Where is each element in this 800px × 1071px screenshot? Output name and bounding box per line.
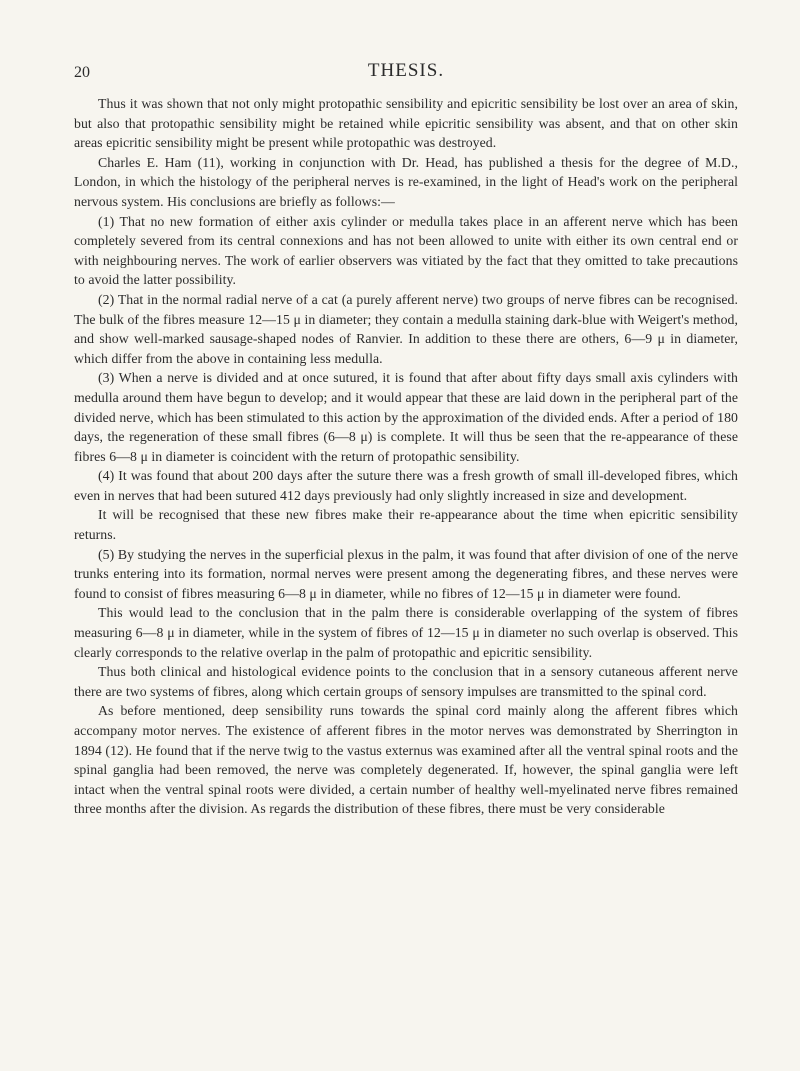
- paragraph: (2) That in the normal radial nerve of a cat (a purely afferent nerve) two groups of nerve fibres can be recognised. The bulk of the fibres measure 12—15 μ in diameter; they contain a medulla staining dark-blue with Weigert's method, and show well-marked sausage-shaped nodes of Ranvier. In addition to these there are others, 6—9 μ in diameter, which differ from the above in containing less medulla.: [74, 291, 738, 366]
- paragraph: Thus it was shown that not only might protopathic sensibility and epicritic sensibility be lost over an area of skin, but also that protopathic sensibility might be retained while epicritic sensibility was absent, and that on other skin areas epicritic sensibility might be present while protopathic was destroyed.: [74, 96, 738, 151]
- page-header: [74, 60, 738, 94]
- paragraph: It will be recognised that these new fibres make their re-appearance about the time when epicritic sensibility returns.: [74, 507, 738, 543]
- paragraph: (1) That no new formation of either axis cylinder or medulla takes place in an afferent nerve which has been completely severed from its central connexions and has not been allowed to unite with either its own central end or with neighbouring nerves. The work of earlier observers was vitiated by the fact that they omitted to take precautions to avoid the latter possibility.: [74, 213, 738, 288]
- paragraph: Charles E. Ham (11), working in conjunction with Dr. Head, has published a thesis for the degree of M.D., London, in which the histology of the peripheral nerves is re-examined, in the light of Head's work on the peripheral nervous system. His conclusions are briefly as follows:—: [74, 154, 738, 209]
- paragraph: (4) It was found that about 200 days after the suture there was a fresh growth of small ill-developed fibres, which even in nerves that had been sutured 412 days previously had only slightly increased in size and development.: [74, 468, 738, 503]
- paragraph: (5) By studying the nerves in the superficial plexus in the palm, it was found that after division of one of the nerve trunks entering into its formation, normal nerves were present among the degenerating fibres, and these nerves were found to consist of fibres measuring 6—8 μ in diameter, while no fibres of 12—15 μ in diameter were found.: [74, 546, 738, 601]
- paragraph: Thus both clinical and histological evidence points to the conclusion that in a sensory cutaneous afferent nerve there are two systems of fibres, along which certain groups of sensory impulses are transmitted to the spinal cord.: [74, 664, 738, 699]
- running-title: THESIS.: [367, 60, 445, 81]
- paragraph: This would lead to the conclusion that in the palm there is considerable overlapping of the system of fibres measuring 6—8 μ in diameter, while in the system of fibres of 12—15 μ in diameter no such overlap is observed. This clearly corresponds to the relative overlap in the palm of protopathic and epicritic sensibility.: [74, 605, 738, 660]
- body-text: [74, 94, 738, 819]
- paragraph: As before mentioned, deep sensibility runs towards the spinal cord mainly along the afferent fibres which accompany motor nerves. The existence of afferent fibres in the motor nerves was demonstrated by Sherrington in 1894 (12). He found that if the nerve twig to the vastus externus was examined after all the ventral spinal roots and the spinal ganglia had been removed, the nerve was completely degenerated. If, however, the spinal ganglia were left intact when the ventral spinal roots were divided, a certain number of healthy well-myelinated nerve fibres remained three months after the division. As regards the distribution of these fibres, there must be very considerable: [74, 703, 738, 817]
- page-number: 20: [74, 64, 90, 81]
- paragraph: (3) When a nerve is divided and at once sutured, it is found that after about fifty days small axis cylinders with medulla around them have begun to develop; and it would appear that these are laid down in the peripheral part of the divided nerve, which has been stimulated to this action by the approximation of the divided ends. After a period of 180 days, the regeneration of these small fibres (6—8 μ) is complete. It will thus be seen that the re-appearance of these fibres 6—8 μ in diameter is coincident with the return of protopathic sensibility.: [74, 370, 738, 464]
